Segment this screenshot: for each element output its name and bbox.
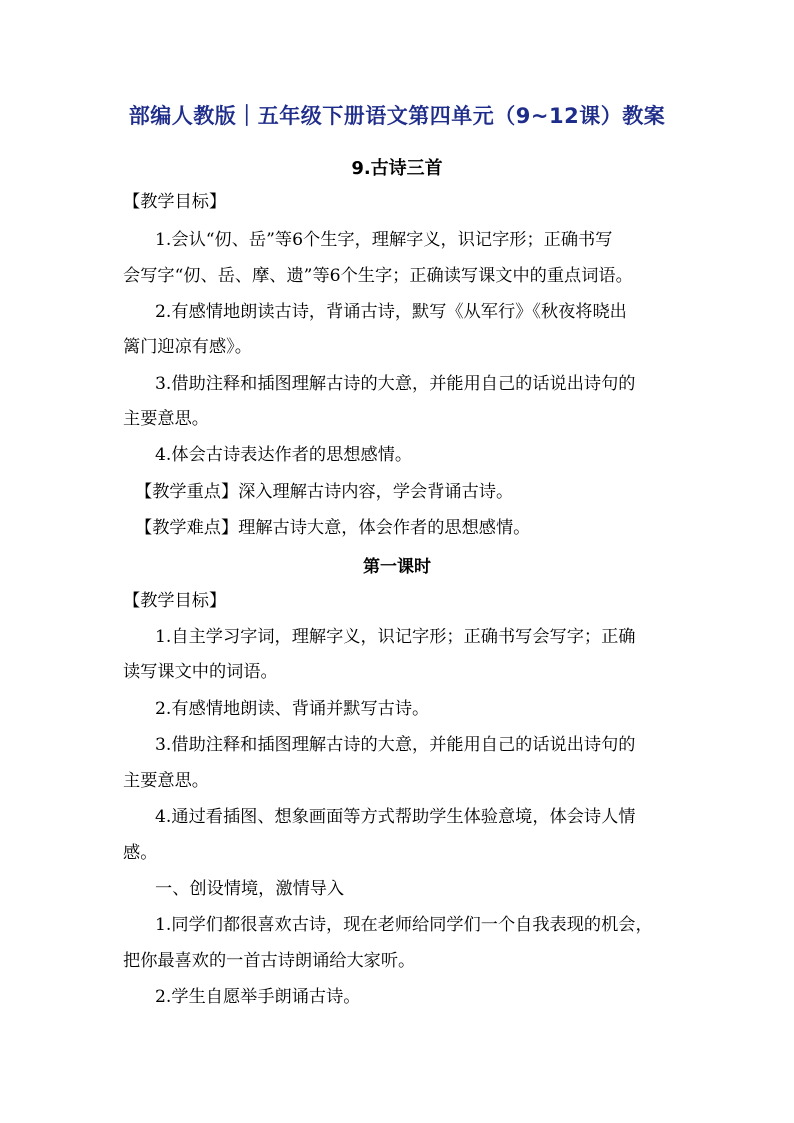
goal-2-line-1: 2.有感情地朗读古诗，背诵古诗，默写《从军行》《秋夜将晓出 [155, 302, 627, 322]
goal-1-line-1: 1.会认“仞、岳”等6个生字，理解字义，识记字形；正确书写 [155, 230, 613, 250]
period-goal-2: 2.有感情地朗读、背诵并默写古诗。 [155, 699, 430, 719]
lesson-title: 9.古诗三首 [351, 158, 443, 179]
period-title: 第一课时 [363, 557, 431, 577]
period-goals-heading: 【教学目标】 [123, 591, 227, 611]
period-goal-1-line-2: 读写课文中的词语。 [123, 662, 278, 682]
period-goal-1-line-1: 1.自主学习字词，理解字义，识记字形；正确书写会写字；正确 [155, 627, 636, 647]
period-goal-3-line-1: 3.借助注释和插图理解古诗的大意，并能用自己的话说出诗句的 [155, 735, 636, 755]
period-goal-3-line-2: 主要意思。 [123, 771, 209, 791]
goal-3-line-2: 主要意思。 [123, 409, 209, 429]
difficulty: 【教学难点】理解古诗大意，体会作者的思想感情。 [135, 518, 531, 538]
step-1-heading: 一、创设情境，激情导入 [155, 879, 345, 899]
goal-4: 4.体会古诗表达作者的思想感情。 [155, 445, 413, 465]
period-goal-4-line-2: 感。 [123, 843, 158, 863]
step-1-item-1-line-1: 1.同学们都很喜欢古诗，现在老师给同学们一个自我表现的机会， [155, 915, 653, 935]
goals-heading: 【教学目标】 [123, 192, 227, 212]
step-1-item-1-line-2: 把你最喜欢的一首古诗朗诵给大家听。 [123, 951, 416, 971]
period-goal-4-line-1: 4.通过看插图、想象画面等方式帮助学生体验意境，体会诗人情 [155, 807, 636, 827]
goal-2-line-2: 篱门迎凉有感》。 [123, 337, 252, 357]
goal-1-line-2: 会写字“仞、岳、摩、遗”等6个生字；正确读写课文中的重点词语。 [123, 266, 633, 286]
document-title: 部编人教版｜五年级下册语文第四单元（9~12课）教案 [128, 104, 666, 128]
goal-3-line-1: 3.借助注释和插图理解古诗的大意，并能用自己的话说出诗句的 [155, 374, 636, 394]
key-point: 【教学重点】深入理解古诗内容，学会背诵古诗。 [135, 482, 514, 502]
step-1-item-2: 2.学生自愿举手朗诵古诗。 [155, 987, 361, 1007]
